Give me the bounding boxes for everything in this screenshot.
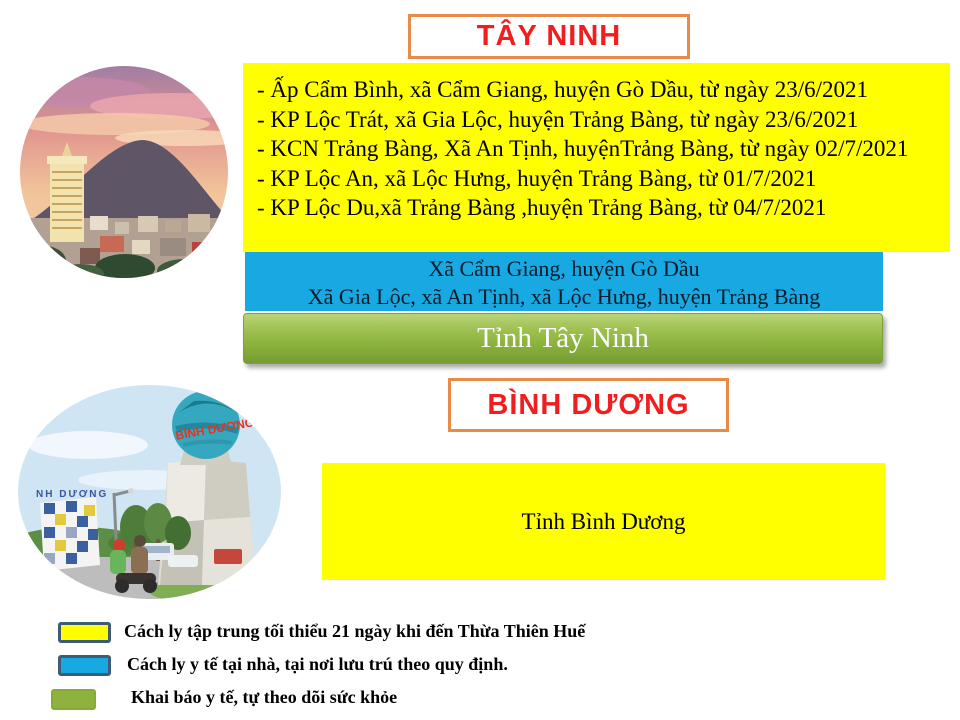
quarantine-item: - KP Lộc Du,xã Trảng Bàng ,huyện Trảng Bàng, từ 04/7/2021: [257, 195, 827, 220]
binh-duong-photo: [18, 385, 281, 599]
legend-label-centralized-quarantine: Cách ly tập trung tối thiểu 21 ngày khi đến Thừa Thiên Huế: [124, 621, 586, 641]
legend-label-home-quarantine: Cách ly y tế tại nhà, tại nơi lưu trú theo quy định.: [127, 654, 508, 674]
tay-ninh-title: [408, 14, 690, 59]
binh-duong-title: [448, 378, 729, 432]
quarantine-item: - Ấp Cẩm Bình, xã Cẩm Giang, huyện Gò Dầu, từ ngày 23/6/2021: [257, 77, 869, 102]
binh-duong-title-label: BÌNH DƯƠNG: [487, 388, 690, 421]
legend-swatch-yellow: [58, 622, 111, 643]
quarantine-item: - KP Lộc An, xã Lộc Hưng, huyện Trảng Bàng, từ 01/7/2021: [257, 165, 817, 191]
tay-ninh-title-label: TÂY NINH: [476, 20, 622, 52]
quarantine-item: - KP Lộc Trát, xã Gia Lộc, huyện Trảng Bàng, từ ngày 23/6/2021: [257, 106, 859, 132]
binh-duong-globe-sign: BÌNH DƯƠNG: [174, 415, 256, 443]
binh-duong-province-box: [322, 463, 885, 580]
medical-quarantine-line: Xã Gia Lộc, xã An Tịnh, xã Lộc Hưng, huyện Trảng Bàng: [307, 284, 821, 309]
binh-duong-building-sign: NH DƯƠNG: [36, 489, 109, 500]
medical-quarantine-line: Xã Cẩm Giang, huyện Gò Dầu: [428, 256, 700, 281]
tay-ninh-photo-art: [20, 66, 228, 278]
tay-ninh-photo: [20, 66, 228, 278]
legend-swatch-green: [51, 689, 96, 710]
binh-duong-photo-art: [18, 385, 281, 599]
tay-ninh-medical-quarantine-box: [245, 252, 883, 311]
quarantine-item: - KCN Trảng Bàng, Xã An Tịnh, huyệnTrảng Bàng, từ ngày 02/7/2021: [257, 136, 909, 161]
binh-duong-province-label: Tỉnh Bình Dương: [521, 508, 686, 534]
legend-swatch-blue: [58, 655, 111, 676]
tay-ninh-province-bar: [243, 313, 883, 364]
tay-ninh-province-label: Tỉnh Tây Ninh: [477, 322, 649, 354]
tay-ninh-quarantine-list: [243, 63, 950, 252]
legend-label-health-declaration: Khai báo y tế, tự theo dõi sức khỏe: [131, 687, 398, 707]
